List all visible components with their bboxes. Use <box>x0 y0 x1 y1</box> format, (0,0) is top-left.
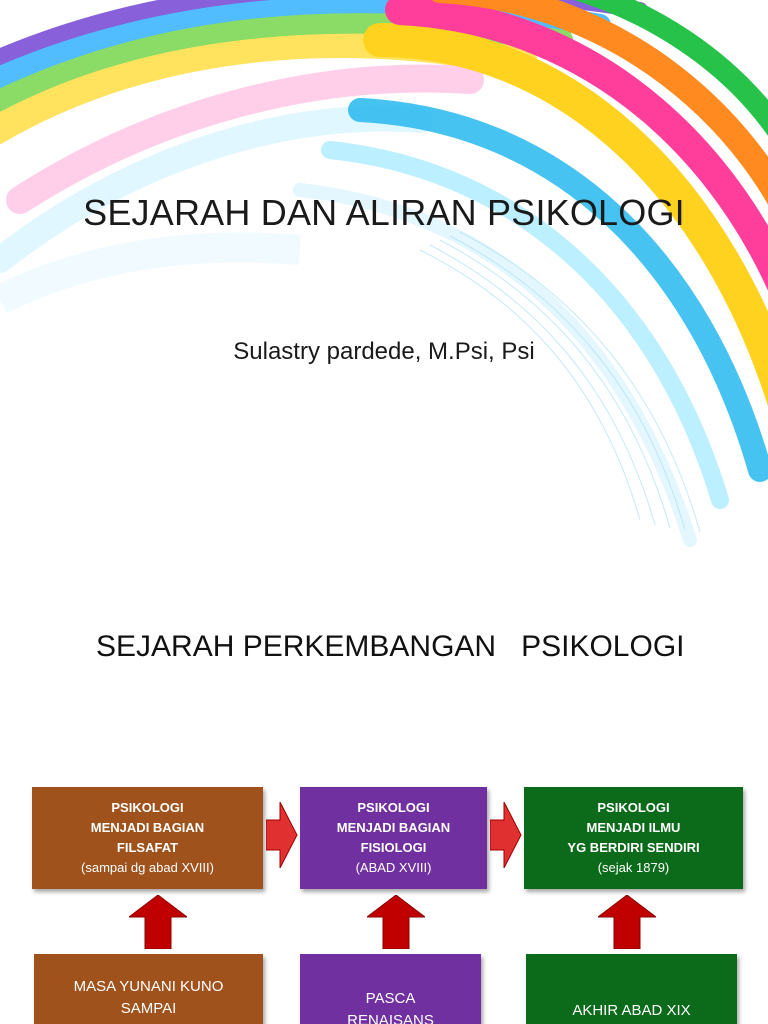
up-arrow-icon <box>598 895 656 949</box>
period-box-yunani-kuno <box>34 954 263 1024</box>
stage-line: MENJADI BAGIAN <box>336 820 451 835</box>
stage-line: MENJADI ILMU <box>586 820 681 835</box>
stage-note: (ABAD XVIII) <box>355 860 432 875</box>
period-line: AKHIR ABAD XIX <box>572 1002 691 1019</box>
stage-box-fisiologi <box>300 787 487 889</box>
period-box-pasca-renaisans <box>300 954 481 1024</box>
right-arrow-icon <box>266 802 298 868</box>
history-slide <box>0 576 768 1024</box>
period-line: RENAISANS <box>347 1012 434 1024</box>
slide-title: SEJARAH PERKEMBANGAN PSIKOLOGI <box>96 630 685 663</box>
period-line: PASCA <box>365 990 416 1007</box>
presentation-title: SEJARAH DAN ALIRAN PSIKOLOGI <box>83 192 685 233</box>
stage-line: MENJADI BAGIAN <box>90 820 205 835</box>
stage-note: (sejak 1879) <box>597 860 670 875</box>
period-line: MASA YUNANI KUNO <box>73 978 224 995</box>
stage-line: FISIOLOGI <box>360 840 427 855</box>
stage-box-ilmu-sendiri <box>524 787 743 889</box>
up-arrow-icon <box>129 895 187 949</box>
stage-line: YG BERDIRI SENDIRI <box>567 840 700 855</box>
stage-note: (sampai dg abad XVIII) <box>81 860 214 875</box>
stage-box-filsafat <box>32 787 263 889</box>
stage-line: FILSAFAT <box>116 840 179 855</box>
period-line: SAMPAI <box>120 1000 177 1017</box>
up-arrow-icon <box>367 895 425 949</box>
stage-line: PSIKOLOGI <box>357 800 430 815</box>
right-arrow-icon <box>490 802 522 868</box>
presenter-name: Sulastry pardede, M.Psi, Psi <box>233 338 535 365</box>
stage-line: PSIKOLOGI <box>597 800 670 815</box>
period-box-akhir-abad <box>526 954 737 1024</box>
stage-line: PSIKOLOGI <box>111 800 184 815</box>
